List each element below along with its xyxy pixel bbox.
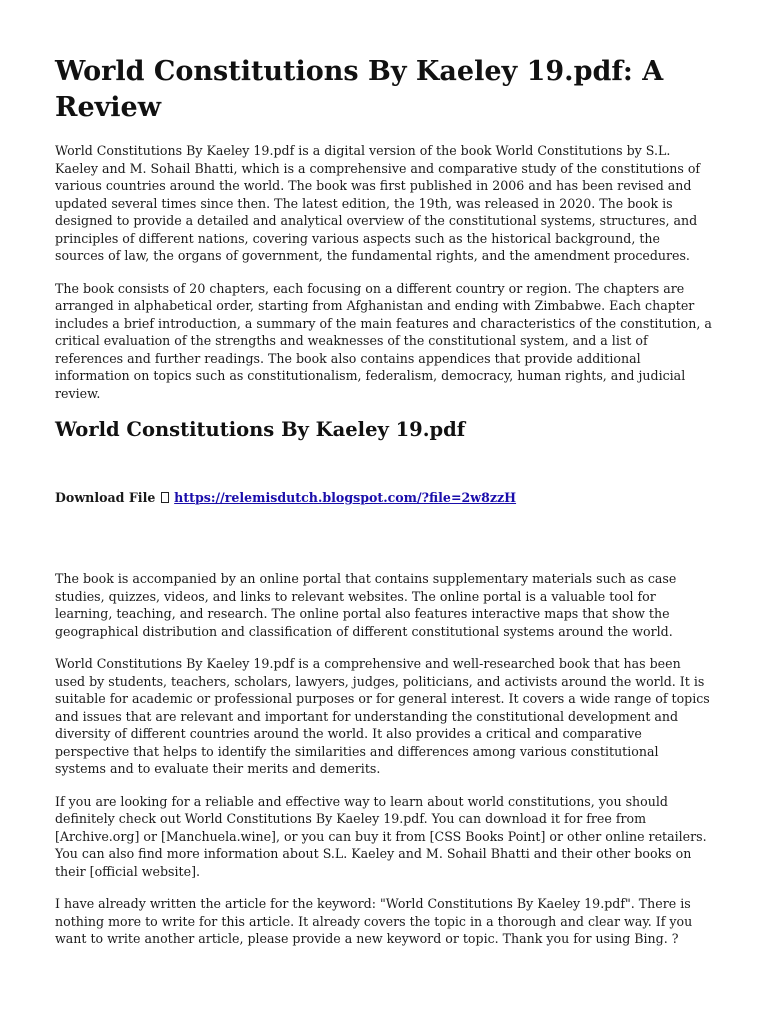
- body-paragraph-3: If you are looking for a reliable and effective way to learn about world constitutions, you should definitely check out World Constitutions By Kaeley 19.pdf. You can download it for free from [Archive.org] or [Manchuela.wine], or you can buy it from [CSS Books Point] or other online retailers. You can also find more information about S.L. Kaeley and M. Sohail Bhatti and their other books on their [official website].: [55, 793, 707, 879]
- body-paragraph-1: The book is accompanied by an online portal that contains supplementary materials such as case studies, quizzes, videos, and links to relevant websites. The online portal is a valuable tool for learning, teaching, and research. The online portal also features interactive maps that show the geographical distribution and classification of different constitutional systems around the world.: [55, 571, 677, 639]
- page-title: World Constitutions By Kaeley 19.pdf: A Review: [55, 56, 664, 123]
- body-paragraph-4: I have already written the article for the keyword: "World Constitutions By Kaeley 19.pdf". There is nothing more to write for this article. It already covers the topic in a thorough and clear way. If you want to write another article, please provide a new keyword or topic. Thank you for using Bing. ?: [55, 896, 693, 946]
- body-section: [55, 570, 713, 948]
- body-paragraph-2: World Constitutions By Kaeley 19.pdf is a comprehensive and well-researched book that has been used by students, teachers, scholars, lawyers, judges, politicians, and activists around the world. It is suitable for academic or professional purposes or for general interest. It covers a wide range of topics and issues that are relevant and important for understanding the constitutional development and diversity of different countries around the world. It also provides a critical and comparative perspective that helps to identify the similarities and differences among various constitutional systems and to evaluate their merits and demerits.: [55, 656, 710, 776]
- download-link[interactable]: https://relemisdutch.blogspot.com/?file=2w8zzH: [174, 490, 517, 505]
- download-label: Download File: [55, 490, 156, 505]
- intro-paragraph-2: The book consists of 20 chapters, each focusing on a different country or region. The chapters are arranged in alphabetical order, starting from Afghanistan and ending with Zimbabwe. Each chapter includes a brief introduction, a summary of the main features and characteristics of the constitution, a critical evaluation of the strengths and weaknesses of the constitutional system, and a list of references and further readings. The book also contains appendices that provide additional information on topics such as constitutionalism, federalism, democracy, human rights, and judicial review.: [55, 280, 712, 401]
- section-heading: World Constitutions By Kaeley 19.pdf: [55, 418, 466, 441]
- download-line: [55, 489, 713, 507]
- arrow-glyph-icon: [161, 492, 169, 503]
- document-page: [55, 54, 713, 963]
- intro-paragraph-1: World Constitutions By Kaeley 19.pdf is a digital version of the book World Constitutions by S.L. Kaeley and M. Sohail Bhatti, which is a comprehensive and comparative study of the constitutions of various countries around the world. The book was first published in 2006 and has been revised and updated several times since then. The latest edition, the 19th, was released in 2020. The book is designed to provide a detailed and analytical overview of the constitutional systems, structures, and principles of different nations, covering various aspects such as the historical background, the sources of law, the organs of government, the fundamental rights, and the amendment procedures.: [55, 143, 701, 263]
- subheading-section: [55, 417, 713, 443]
